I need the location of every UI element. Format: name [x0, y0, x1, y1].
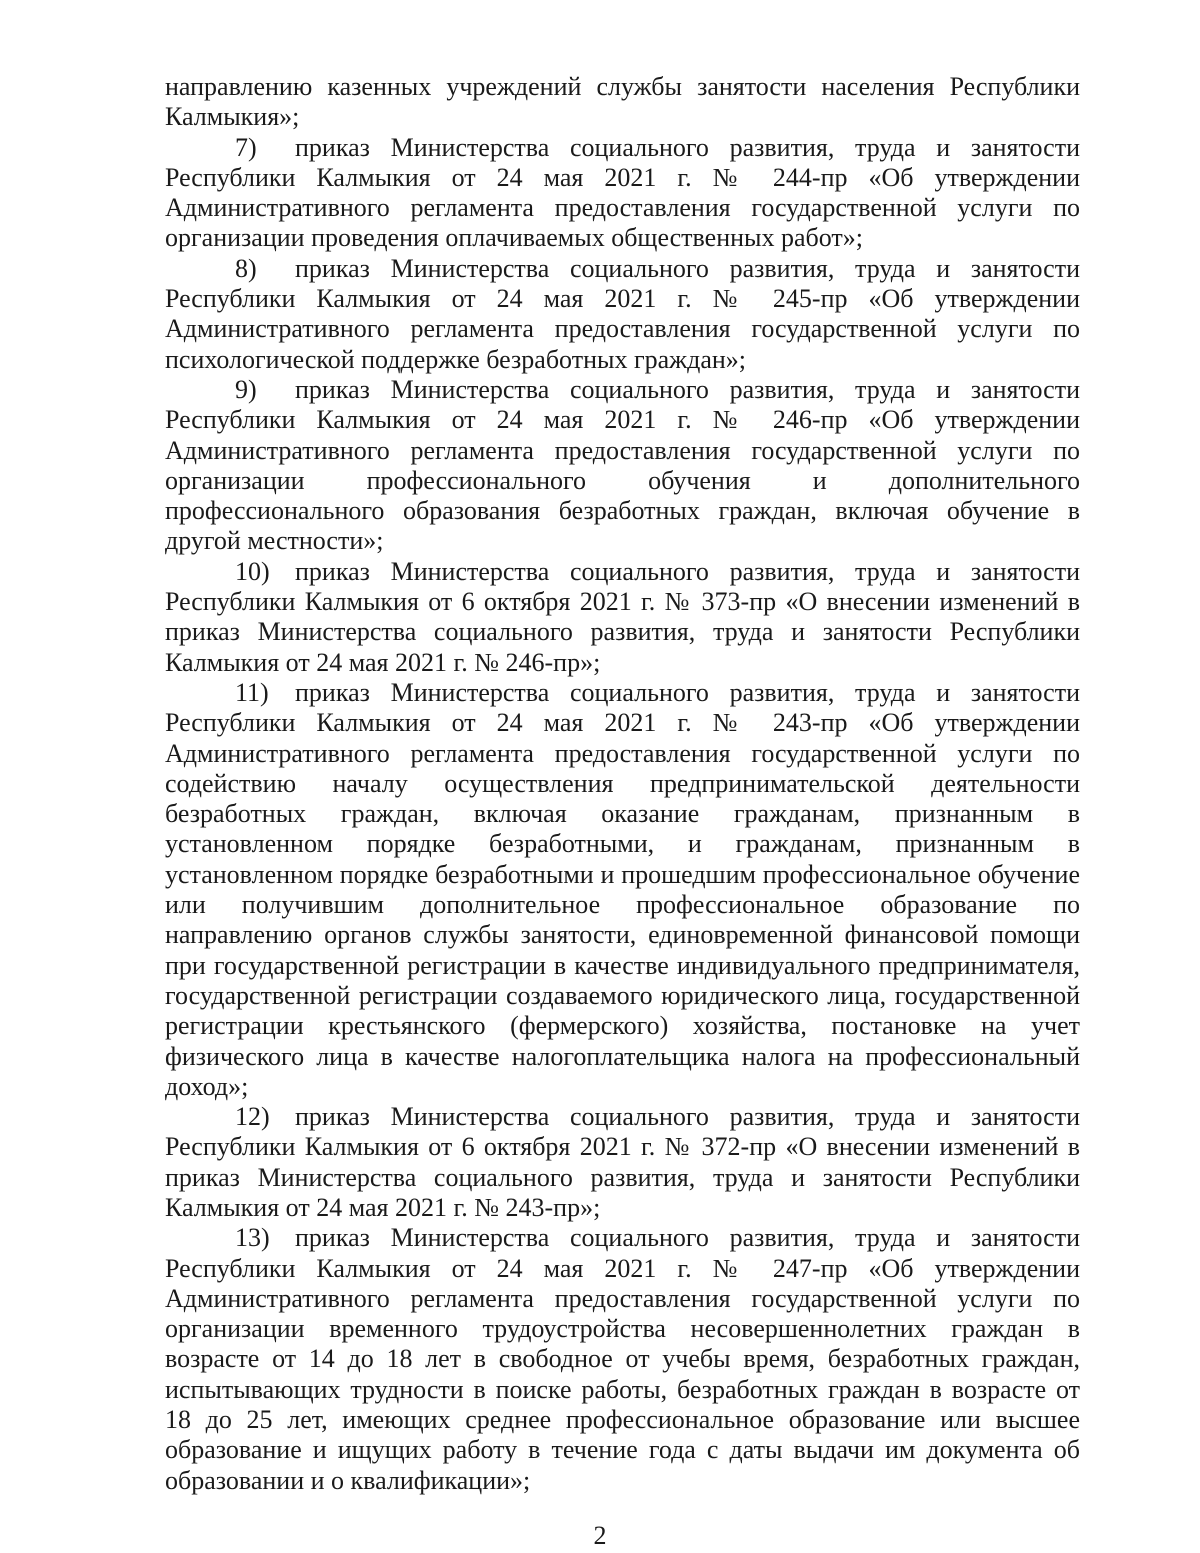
document-body: [165, 72, 1080, 1496]
list-item-text: приказ Министерства социального развития, труда и занятости Республики Калмыкия от 6 октября 2021 г. № 373-пр «О внесении изменений в приказ Министерства социального развития, труда и занятости Республики Калмыкия от 24 мая 2021 г. № 246-пр»;: [165, 556, 1080, 677]
intro-paragraph: направлению казенных учреждений службы занятости населения Республики Калмыкия»;: [165, 72, 1080, 132]
list-item-number: 13): [235, 1223, 270, 1253]
list-item-text: приказ Министерства социального развития, труда и занятости Республики Калмыкия от 24 мая 2021 г. № 245-пр «Об утверждении Административного регламента предоставления государственной услуги по психологической поддержке безработных граждан»;: [165, 253, 1080, 374]
list-item-7: [165, 133, 1080, 254]
page-number: 2: [593, 1521, 607, 1550]
list-item-number: 8): [235, 253, 257, 283]
list-item-11: [165, 678, 1080, 1102]
list-item-text: приказ Министерства социального развития, труда и занятости Республики Калмыкия от 24 мая 2021 г. № 244-пр «Об утверждении Административного регламента предоставления государственной услуги по организации проведения оплачиваемых общественных работ»;: [165, 132, 1080, 253]
list-item-8: [165, 254, 1080, 375]
list-item-number: 9): [235, 374, 257, 404]
list-item-number: 10): [235, 556, 270, 586]
list-item-text: приказ Министерства социального развития, труда и занятости Республики Калмыкия от 24 мая 2021 г. № 243-пр «Об утверждении Административного регламента предоставления государственной услуги по содействию началу осуществления предпринимательской деятельности безработных граждан, включая оказание гражданам, признанным в установленном порядке безработными, и гражданам, признанным в установленном порядке безработными и прошедшим профессиональное обучение или получившим дополнительное профессиональное образование по направлению органов службы занятости, единовременной финансовой помощи при государственной регистрации в качестве индивидуального предпринимателя, государственной регистрации создаваемого юридического лица, государственной регистрации крестьянского (фермерского) хозяйства, постановке на учет физического лица в качестве налогоплательщика налога на профессиональный доход»;: [165, 677, 1080, 1101]
list-item-number: 7): [235, 132, 257, 162]
list-item-text: приказ Министерства социального развития, труда и занятости Республики Калмыкия от 6 октября 2021 г. № 372-пр «О внесении изменений в приказ Министерства социального развития, труда и занятости Республики Калмыкия от 24 мая 2021 г. № 243-пр»;: [165, 1102, 1080, 1222]
list-item-12: [165, 1102, 1080, 1223]
list-item-number: 11): [235, 677, 269, 707]
list-item-10: [165, 557, 1080, 678]
list-item-number: 12): [235, 1102, 270, 1132]
list-item-13: [165, 1223, 1080, 1496]
list-item-text: приказ Министерства социального развития, труда и занятости Республики Калмыкия от 24 мая 2021 г. № 247-пр «Об утверждении Административного регламента предоставления государственной услуги по организации временного трудоустройства несовершеннолетних граждан в возрасте от 14 до 18 лет в свободное от учебы время, безработных граждан, испытывающих трудности в поиске работы, безработных граждан в возрасте от 18 до 25 лет, имеющих среднее профессиональное образование или высшее образование и ищущих работу в течение года с даты выдачи им документа об образовании и о квалификации»;: [165, 1223, 1080, 1495]
list-item-9: [165, 375, 1080, 557]
list-item-text: приказ Министерства социального развития, труда и занятости Республики Калмыкия от 24 мая 2021 г. № 246-пр «Об утверждении Административного регламента предоставления государственной услуги по организации профессионального обучения и дополнительного профессионального образования безработных граждан, включая обучение в другой местности»;: [165, 374, 1080, 556]
